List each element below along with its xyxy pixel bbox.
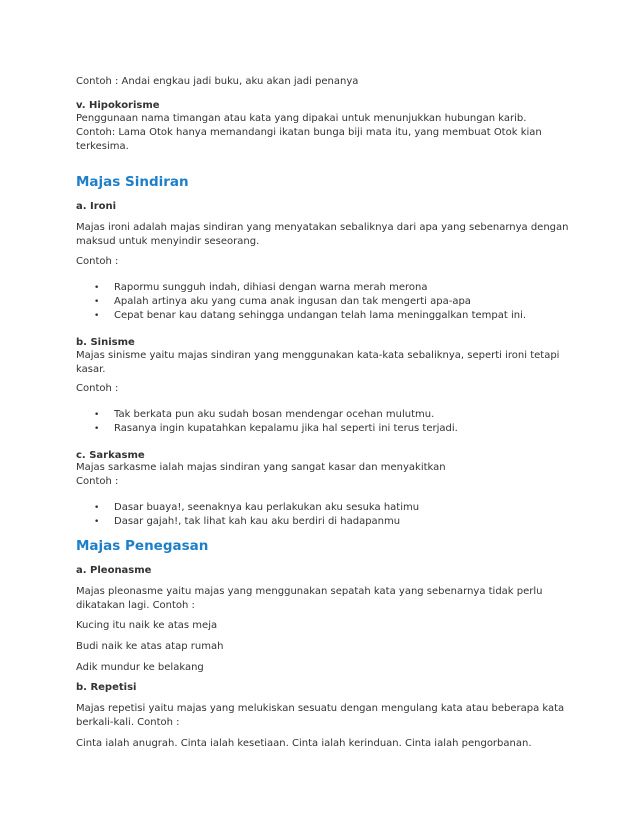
heading-majas-penegasan: Majas Penegasan <box>76 538 209 554</box>
example-text: Budi naik ke atas atap rumah <box>76 641 224 652</box>
section-heading-hipokorisme: v. Hipokorisme <box>76 100 160 111</box>
definition-text: berkali-kali. Contoh : <box>76 717 180 728</box>
subheading-pleonasme: a. Pleonasme <box>76 565 152 576</box>
definition-text: Majas ironi adalah majas sindiran yang menyatakan sebaliknya dari apa yang sebenarnya dengan <box>76 222 569 233</box>
definition-text: kasar. <box>76 364 106 375</box>
contoh-label: Contoh : <box>76 383 119 394</box>
bullet: • <box>94 410 100 420</box>
example-line: Contoh : Andai engkau jadi buku, aku akan jadi penanya <box>76 76 359 87</box>
list-item: Apalah artinya aku yang cuma anak ingusan dan tak mengerti apa-apa <box>114 296 471 307</box>
bullet: • <box>94 283 100 293</box>
example-text: Cinta ialah anugrah. Cinta ialah kesetiaan. Cinta ialah kerinduan. Cinta ialah pengorbanan. <box>76 738 532 749</box>
list-item: Rapormu sungguh indah, dihiasi dengan warna merah merona <box>114 282 428 293</box>
definition-text: Majas pleonasme yaitu majas yang menggunakan sepatah kata yang sebenarnya tidak perlu <box>76 586 543 597</box>
definition-text: Majas repetisi yaitu majas yang melukiskan sesuatu dengan mengulang kata atau beberapa kata <box>76 703 565 714</box>
bullet: • <box>94 424 100 434</box>
list-item: Cepat benar kau datang sehingga undangan telah lama meninggalkan tempat ini. <box>114 310 527 321</box>
example-text: Adik mundur ke belakang <box>76 662 204 673</box>
definition-text: Penggunaan nama timangan atau kata yang dipakai untuk menunjukkan hubungan karib. <box>76 113 527 124</box>
subheading-repetisi: b. Repetisi <box>76 682 137 693</box>
contoh-label: Contoh : <box>76 256 119 267</box>
list-item: Tak berkata pun aku sudah bosan mendengar ocehan mulutmu. <box>114 409 435 420</box>
definition-text: maksud untuk menyindir seseorang. <box>76 236 260 247</box>
bullet: • <box>94 503 100 513</box>
bullet: • <box>94 297 100 307</box>
heading-majas-sindiran: Majas Sindiran <box>76 174 189 190</box>
list-item: Dasar gajah!, tak lihat kah kau aku berdiri di hadapanmu <box>114 516 401 527</box>
definition-text: dikatakan lagi. Contoh : <box>76 600 195 611</box>
bullet: • <box>94 311 100 321</box>
example-text: Kucing itu naik ke atas meja <box>76 620 218 631</box>
subheading-sarkasme: c. Sarkasme <box>76 450 145 461</box>
contoh-label: Contoh : <box>76 476 119 487</box>
list-item: Dasar buaya!, seenaknya kau perlakukan aku sesuka hatimu <box>114 502 420 513</box>
example-text: terkesima. <box>76 141 129 152</box>
bullet: • <box>94 517 100 527</box>
definition-text: Majas sarkasme ialah majas sindiran yang sangat kasar dan menyakitkan <box>76 462 446 473</box>
subheading-ironi: a. Ironi <box>76 201 117 212</box>
example-text: Contoh: Lama Otok hanya memandangi ikatan bunga biji mata itu, yang membuat Otok kian <box>76 127 542 138</box>
definition-text: Majas sinisme yaitu majas sindiran yang menggunakan kata-kata sebaliknya, seperti ironi tetapi <box>76 350 560 361</box>
subheading-sinisme: b. Sinisme <box>76 337 135 348</box>
list-item: Rasanya ingin kupatahkan kepalamu jika hal seperti ini terus terjadi. <box>114 423 458 434</box>
